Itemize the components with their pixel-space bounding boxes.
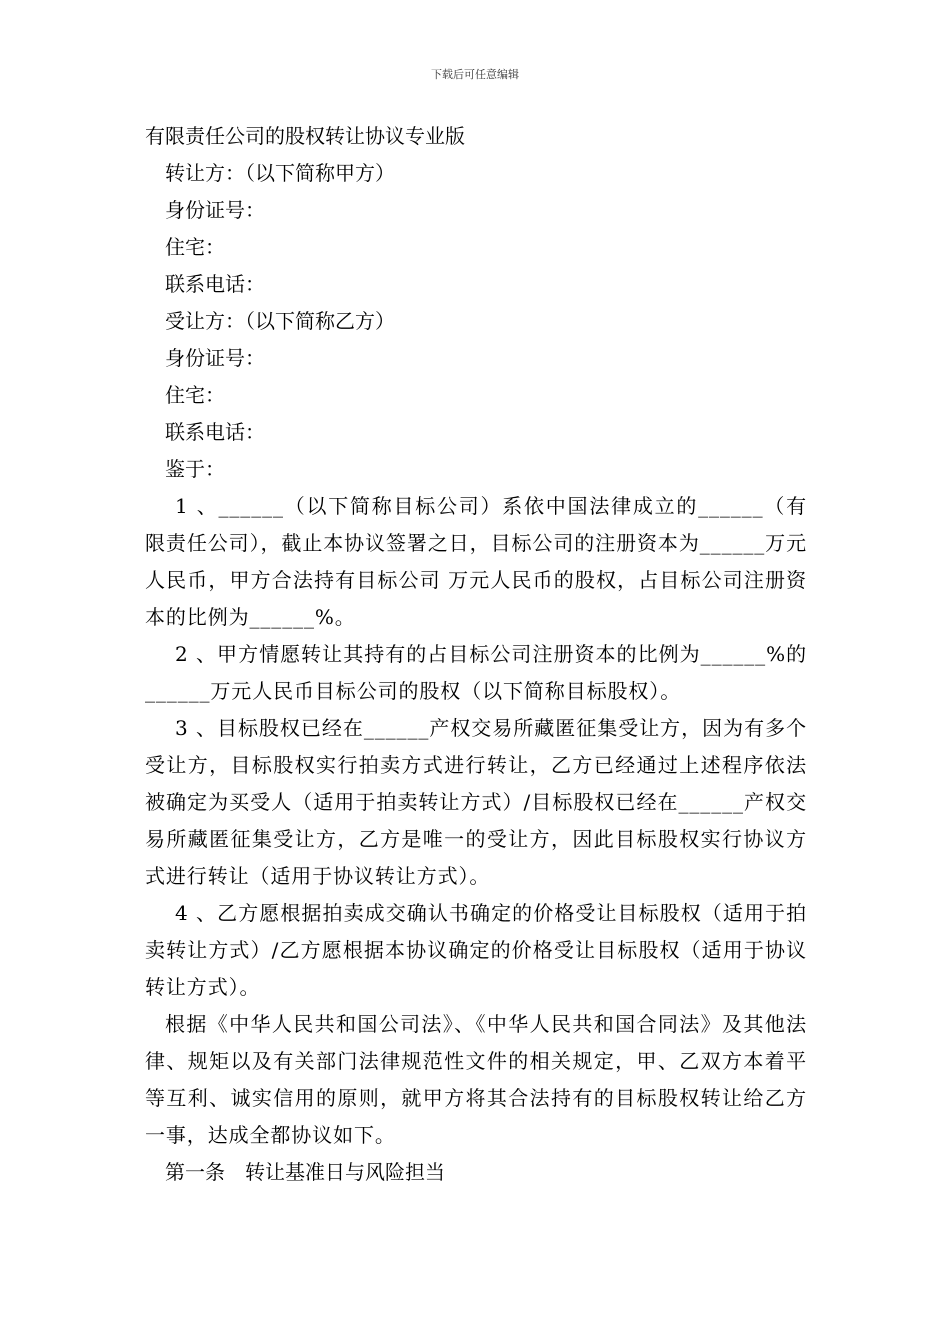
transferor-id-field: 身份证号： xyxy=(165,198,265,222)
transferor-address-field: 住宅： xyxy=(165,235,225,259)
transferor-label: 转让方：（以下简称甲方） xyxy=(165,161,395,185)
whereas-clause-2: 2 、甲方情愿转让其持有的占目标公司注册资本的比例为______%的______万元人民币目标公司的股权（以下简称目标股权）。 xyxy=(145,642,807,703)
transferor-phone-field: 联系电话： xyxy=(165,272,265,296)
article-1-heading: 第一条 转让基准日与风险担当 xyxy=(165,1160,445,1184)
whereas-clause-3: 3 、目标股权已经在______产权交易所藏匿征集受让方，因为有多个受让方，目标股权实行拍卖方式进行转让，乙方已经通过上述程序依法被确定为买受人（适用于拍卖转让方式）/目标股权已经在______产权交易所藏匿征集受让方，乙方是唯一的受让方，因此目标股权实行协议方式进行转让（适用于协议转让方式）。 xyxy=(145,716,807,888)
document-body xyxy=(145,118,807,1191)
transferee-id-field: 身份证号： xyxy=(165,346,265,370)
agreement-basis-paragraph: 根据《中华人民共和国公司法》、《中华人民共和国合同法》及其他法律、规矩以及有关部门法律规范性文件的相关规定，甲、乙双方本着平等互利、诚实信用的原则，就甲方将其合法持有的目标股权转让给乙方一事，达成全都协议如下。 xyxy=(145,1012,807,1147)
whereas-heading: 鉴于： xyxy=(165,457,225,481)
whereas-clause-4: 4 、乙方愿根据拍卖成交确认书确定的价格受让目标股权（适用于拍卖转让方式）/乙方愿根据本协议确定的价格受让目标股权（适用于协议转让方式）。 xyxy=(145,901,807,999)
transferee-address-field: 住宅： xyxy=(165,383,225,407)
transferee-phone-field: 联系电话： xyxy=(165,420,265,444)
transferee-label: 受让方：（以下简称乙方） xyxy=(165,309,395,333)
whereas-clause-1: 1 、______（以下简称目标公司）系依中国法律成立的______（有限责任公司），截止本协议签署之日，目标公司的注册资本为______万元人民币，甲方合法持有目标公司 万元人民币的股权，占目标公司注册资本的比例为______%。 xyxy=(145,494,807,629)
document-title: 有限责任公司的股权转让协议专业版 xyxy=(145,124,465,148)
header-note: 下载后可任意编辑 xyxy=(431,68,519,81)
